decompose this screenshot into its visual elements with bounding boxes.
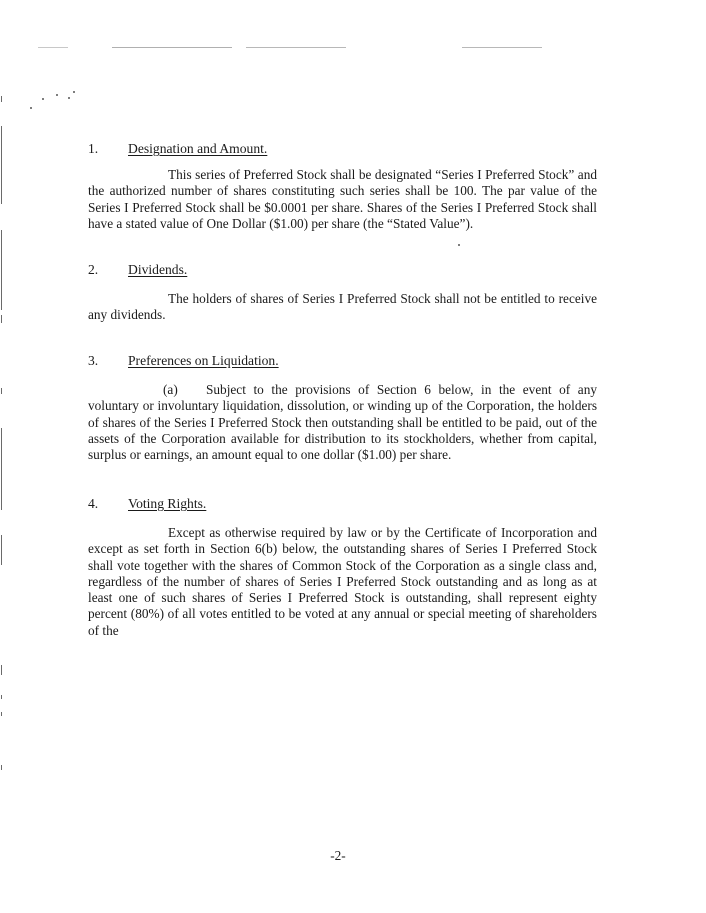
scan-artifact-edge [1,388,2,394]
section-title: Preferences on Liquidation. [128,353,279,368]
scan-artifact-edge [1,230,2,310]
section-4-heading [88,496,206,512]
section-title: Dividends. [128,262,188,277]
scan-artifact-dot [30,107,32,109]
section-title: Designation and Amount. [128,141,268,156]
section-text: The holders of shares of Series I Preferred Stock shall not be entitled to receive any dividends. [88,291,597,323]
section-number: 3. [88,353,99,368]
subsection-label: (a) [163,382,178,397]
section-title: Voting Rights. [128,496,207,511]
section-text: Except as otherwise required by law or by the Certificate of Incorporation and except as set forth in Section 6(b) below, the outstanding shares of Series I Preferred Stock shall vote together with the shares of Common Stock of the Corporation as a single class and, regardless of the number of shares of Series I Preferred Stock outstanding and as long as at least one of such shares of Series I Preferred Stock is outstanding, shall represent eighty percent (80%) of all votes entitled to be voted at any annual or special meeting of shareholders of the [88,525,597,638]
section-text: Subject to the provisions of Section 6 below, in the event of any voluntary or involuntary liquidation, dissolution, or winding up of the Corporation, the holders of shares of the Series I Preferred Stock then outstanding shall be entitled to be paid, out of the assets of the Corporation available for distribution to its stockholders, whether from capital, surplus or earnings, an amount equal to one dollar ($1.00) per share. [88,382,597,463]
scan-artifact-line [246,47,346,48]
scan-artifact-dot [458,244,460,246]
section-number: 2. [88,262,99,277]
section-2-heading [88,262,187,278]
section-number: 1. [88,141,99,156]
section-4-paragraph [88,525,597,639]
section-1-paragraph [88,167,597,232]
scan-artifact-edge [1,765,2,770]
scan-artifact-dot [73,91,75,93]
scan-artifact-dot [56,94,58,96]
scan-artifact-line [462,47,542,48]
section-3-paragraph [88,382,597,463]
page-number: -2- [330,848,346,863]
scan-artifact-edge [1,712,2,716]
section-number: 4. [88,496,99,511]
scan-artifact-edge [1,96,2,102]
section-1-heading [88,141,267,157]
scan-artifact-dot [68,97,70,99]
section-3-heading [88,353,279,369]
scan-artifact-edge [1,535,2,565]
section-2-paragraph [88,291,597,324]
scan-artifact-edge [1,315,2,323]
scan-artifact-line [112,47,232,48]
scan-artifact-line [38,47,68,48]
scan-artifact-edge [1,665,2,675]
scan-artifact-edge [1,126,2,204]
scan-artifact-edge [1,695,2,699]
scan-artifact-edge [1,428,2,510]
section-text: This series of Preferred Stock shall be designated “Series I Preferred Stock” and the authorized number of shares constituting such series shall be 100. The par value of the Series I Preferred Stock shall be $0.0001 per share. Shares of the Series I Preferred Stock shall have a stated value of One Dollar ($1.00) per share (the “Stated Value”). [88,167,597,231]
scan-artifact-dot [42,98,44,100]
